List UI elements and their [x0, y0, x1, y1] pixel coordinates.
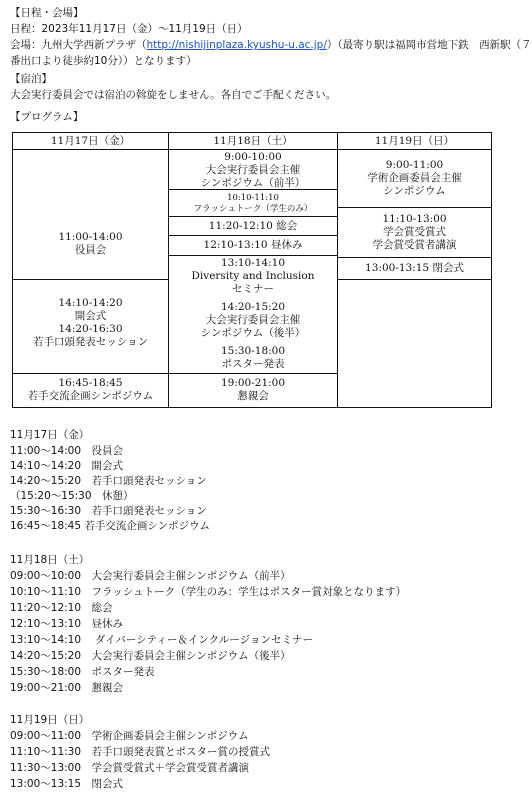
venue-prefix: 会場：九州大学西新プラザ（	[10, 39, 147, 51]
day2-poster	[169, 345, 337, 371]
venue-suffix: ）（最寄り駅は福岡市営地下鉄 西新駅（７	[326, 39, 532, 51]
day3-award	[338, 213, 491, 252]
lodging-text: 大会実行委員会では宿泊の斡旋をしません。各自でご手配ください。	[10, 89, 337, 101]
time: 10:10-11:10	[227, 193, 279, 203]
time: 19:00-21:00	[220, 377, 286, 389]
col-header-day3: 11月19日（日）	[338, 133, 491, 150]
lodging-heading: 【宿泊】	[10, 73, 52, 85]
list-title: 11月19日（日）	[10, 714, 90, 726]
event: 役員会	[74, 244, 107, 256]
event: シンポジウム（後半）	[200, 327, 306, 339]
day1-board-meeting	[13, 231, 168, 257]
list-item: 16:45～18:45 若手交流企画シンポジウム	[10, 520, 210, 532]
day2-banquet	[169, 377, 337, 403]
row-divider	[169, 235, 337, 236]
row-divider	[13, 373, 168, 374]
list-item: 19:00～21:00 懇親会	[10, 682, 124, 694]
event: 開会式	[74, 310, 107, 322]
day3-closing: 13:00-13:15 閉会式	[365, 262, 464, 274]
list-item: 11:00～14:00 役員会	[10, 445, 124, 457]
row-divider	[13, 279, 168, 280]
day1-young-symposium	[13, 377, 168, 403]
list-item: 14:20～15:20 若手口頭発表セッション	[10, 475, 207, 487]
row-divider	[169, 373, 337, 374]
day2-lunch: 12:10-13:10 昼休み	[203, 239, 303, 251]
event: 懇親会	[237, 390, 269, 402]
list-item: 13:10～14:10 ダイバーシティー＆インクルージョンセミナー	[10, 634, 313, 646]
list-title: 11月17日（金）	[10, 429, 90, 441]
row-divider	[338, 207, 491, 208]
list-item: 14:10～14:20 開会式	[10, 460, 124, 472]
day1-opening	[13, 297, 168, 349]
list-item: 09:00～11:00 学術企画委員会主催シンポジウム	[10, 730, 249, 742]
list-item: 09:00～10:00 大会実行委員会主催シンポジウム（前半）	[10, 570, 291, 582]
event: 大会実行委員会主催	[205, 314, 301, 326]
time: 15:30-18:00	[220, 345, 286, 357]
list-title: 11月18日（土）	[10, 554, 90, 566]
time: 16:45-18:45	[58, 377, 123, 389]
list-item: 15:30～16:30 若手口頭発表セッション	[10, 505, 207, 517]
row-divider	[169, 255, 337, 256]
time: 11:10-13:00	[382, 213, 447, 225]
list-item: 11:20～12:10 総会	[10, 602, 113, 614]
day2-diversity-seminar	[169, 257, 337, 296]
day2-symposium-2	[169, 301, 337, 340]
time: 11:00-14:00	[58, 231, 123, 243]
event: 若手口頭発表セッション	[32, 336, 149, 348]
time: 9:00-11:00	[385, 159, 444, 171]
event: フラッシュトーク（学生のみ）	[193, 204, 313, 214]
day2-general-meeting: 11:20-12:10 総会	[208, 220, 298, 232]
event: Diversity and Inclusion	[191, 270, 315, 282]
col-header-day2: 11月18日（土）	[169, 133, 337, 150]
event: 若手交流企画シンポジウム	[27, 390, 154, 402]
col-header-day1: 11月17日（金）	[13, 133, 168, 150]
list-item: 11:30～13:00 学会賞受賞式＋学会賞受賞者講演	[10, 762, 250, 774]
event: シンポジウム（前半）	[200, 177, 306, 189]
event: 学会賞受賞式	[383, 226, 446, 238]
list-item: （15:20～15:30 休憩）	[10, 490, 134, 502]
venue-line-2: 番出口より徒歩約10分））となります）	[10, 55, 197, 67]
venue-line	[10, 38, 532, 53]
schedule-table	[12, 132, 492, 408]
time: 13:10-14:10	[220, 257, 286, 269]
list-item: 13:00～13:15 閉会式	[10, 778, 124, 790]
event: 学会賞受賞者講演	[372, 239, 457, 251]
event: シンポジウム	[383, 185, 446, 197]
list-item: 15:30～18:00 ポスター発表	[10, 666, 155, 678]
day2-symposium-1	[169, 151, 337, 190]
list-item: 10:10～11:10 フラッシュトーク（学生のみ：学生はポスター賞対象となります）	[10, 586, 407, 598]
program-heading: 【プログラム】	[10, 111, 84, 123]
event: 学術企画委員会主催	[367, 172, 462, 184]
list-item: 11:10～11:30 若手口頭発表賞とポスター賞の授賞式	[10, 746, 271, 758]
time: 14:20-15:20	[220, 301, 286, 313]
event: セミナー	[232, 283, 274, 295]
list-item: 14:20～15:20 大会実行委員会主催シンポジウム（後半）	[10, 650, 291, 662]
time: 14:10-14:20	[58, 297, 123, 309]
time: 9:00-10:00	[224, 151, 282, 163]
venue-link[interactable]: http://nishijinplaza.kyushu-u.ac.jp/	[146, 39, 327, 51]
venue-heading: 【日程・会場】	[10, 7, 84, 19]
row-divider	[338, 279, 491, 280]
time: 14:20-16:30	[58, 323, 123, 335]
day3-academic-symposium	[338, 159, 491, 198]
row-divider	[338, 257, 491, 258]
day2-flash-talk	[169, 193, 337, 215]
list-item: 12:10～13:10 昼休み	[10, 618, 124, 630]
row-divider	[169, 216, 337, 217]
event: ポスター発表	[221, 358, 285, 370]
event: 大会実行委員会主催	[205, 164, 301, 176]
date-line: 日程：2023年11月17日（金）～11月19日（日）	[10, 23, 248, 35]
